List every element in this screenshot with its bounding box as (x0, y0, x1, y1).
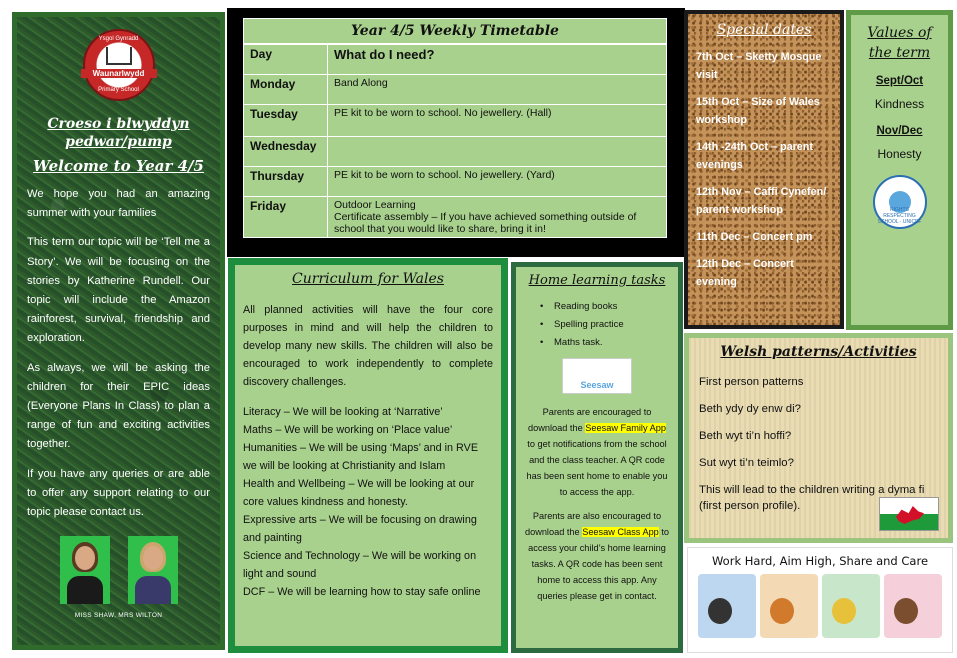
logo-top-text: Ysgol Gynradd (98, 36, 139, 42)
teacher-photo-1 (60, 536, 110, 604)
list-item: • Maths task. (540, 334, 670, 352)
curriculum-areas (243, 403, 493, 601)
home-learning-title: Home learning tasks (528, 273, 666, 288)
teacher-photos (27, 536, 210, 604)
school-logo (83, 29, 155, 101)
header-need: What do I need? (328, 45, 667, 75)
list-item: Science and Technology – We will be working on light and sound (243, 550, 477, 580)
date-item: 11th Dec – Concert pm (696, 231, 813, 243)
special-dates-panel (684, 10, 844, 329)
school-motto-panel (687, 547, 953, 653)
values-cards-image (694, 574, 946, 638)
date-item: 14th -24th Oct – parent evenings (696, 141, 813, 171)
home-learning-panel (511, 262, 683, 653)
term-label: Sept/Oct (875, 75, 924, 87)
list-item: Health and Wellbeing – We will be looking at our core values kindness and honesty. (243, 478, 475, 508)
welsh-line: First person patterns (699, 376, 804, 388)
term-value: Honesty (877, 147, 922, 161)
curriculum-panel (228, 258, 508, 653)
values-panel (846, 10, 953, 330)
school-house-icon (106, 47, 132, 65)
list-item: Expressive arts – We will be focusing on drawing and painting (243, 514, 477, 544)
value-card (884, 574, 942, 638)
welcome-panel (12, 12, 225, 650)
curriculum-intro: All planned activities will have the four core purposes in mind and will help the children to develop many new skills. The children will also be encouraged to work independently to complete discovery challenges. (243, 304, 493, 388)
family-app-paragraph: Parents are encouraged to download the Seesaw Family App to get notifications from the school and the class teacher. A QR code has been sent home to enable you to access the app. (526, 407, 668, 497)
list-item: DCF – We will be learning how to stay safe online (243, 586, 481, 598)
term-value: Kindness (874, 97, 925, 111)
epic-paragraph: As always, we will be asking the children for their EPIC ideas (Everyone Plans In Class) to plan a range of fun and exciting activities together. (27, 361, 210, 451)
value-card (822, 574, 880, 638)
values-title: Values of the term (867, 25, 932, 61)
logo-school-name: Waunarlwydd (81, 69, 157, 78)
curriculum-title: Curriculum for Wales (292, 271, 444, 287)
welsh-welcome-title: Croeso i blwyddyn pedwar/pump (47, 116, 190, 150)
contact-paragraph: If you have any queries or are able to offer any support relating to our topic please contact us. (27, 467, 210, 519)
welcome-paragraph: We hope you had an amazing summer with your families (27, 188, 210, 220)
welsh-line: Beth ydy dy enw di? (699, 403, 801, 415)
table-row: Monday Band Along (244, 75, 667, 105)
table-row: Wednesday (244, 137, 667, 167)
logo-bottom-text: Primary School (98, 87, 139, 93)
term-label: Nov/Dec (876, 125, 923, 137)
timetable-table (243, 18, 667, 238)
list-item: • Spelling practice (540, 316, 670, 334)
special-dates-title: Special dates (716, 22, 812, 38)
seesaw-logo-icon: Seesaw (562, 358, 632, 394)
timetable-title: Year 4/5 Weekly Timetable (243, 18, 667, 44)
value-card (698, 574, 756, 638)
welsh-flag-icon (879, 497, 939, 531)
table-row: Thursday PE kit to be worn to school. No jewellery. (Yard) (244, 167, 667, 197)
welsh-patterns-panel (684, 333, 953, 543)
class-app-highlight: Seesaw Class App (582, 527, 659, 537)
rights-respecting-badge-icon: RIGHTS RESPECTING SCHOOL · UNICEF (873, 175, 927, 229)
table-row: Tuesday PE kit to be worn to school. No jewellery. (Hall) (244, 105, 667, 137)
weekly-timetable (227, 8, 685, 257)
class-app-paragraph: Parents are also encouraged to download the Seesaw Class App to access your child’s home learning tasks. A QR code has been sent home to access this app. Any queries please get in contact. (524, 511, 670, 601)
list-item: Literacy – We will be looking at ‘Narrative’ (243, 406, 443, 418)
date-item: 12th Dec – Concert evening (696, 258, 794, 288)
welsh-line: Beth wyt ti’n hoffi? (699, 430, 792, 442)
date-item: 15th Oct – Size of Wales workshop (696, 96, 820, 126)
family-app-highlight: Seesaw Family App (585, 423, 666, 433)
task-list (524, 298, 670, 352)
english-welcome-title: Welcome to Year 4/5 (33, 157, 204, 175)
welsh-title: Welsh patterns/Activities (720, 344, 917, 360)
list-item: Humanities – We will be using ‘Maps’ and in RVE we will be looking at Christianity and Islam (243, 442, 479, 472)
teacher-names: MISS SHAW, MRS WILTON (74, 612, 163, 620)
teacher-photo-2 (128, 536, 178, 604)
topic-paragraph: This term our topic will be ‘Tell me a Story’. We will be focusing on the stories by Katherine Rundell. Our topic will include the Amazon rainforest, survival, friendship and exploration. (27, 236, 210, 345)
list-item: • Reading books (540, 298, 670, 316)
welsh-line: This will lead to the children writing a dyma fi (first person profile). (699, 484, 925, 512)
date-item: 7th Oct – Sketty Mosque visit (696, 51, 822, 81)
value-card (760, 574, 818, 638)
header-day: Day (244, 45, 328, 75)
list-item: Maths – We will be working on ‘Place value’ (243, 424, 453, 436)
welsh-line: Sut wyt ti’n teimlo? (699, 457, 794, 469)
date-item: 12th Nov – Caffi Cynefen/ parent workshop (696, 186, 827, 216)
table-row: Friday Outdoor Learning Certificate assembly – If you have achieved something outside of school that you would like to share, bring it in! (244, 197, 667, 238)
motto-text: Work Hard, Aim High, Share and Care (711, 554, 929, 568)
